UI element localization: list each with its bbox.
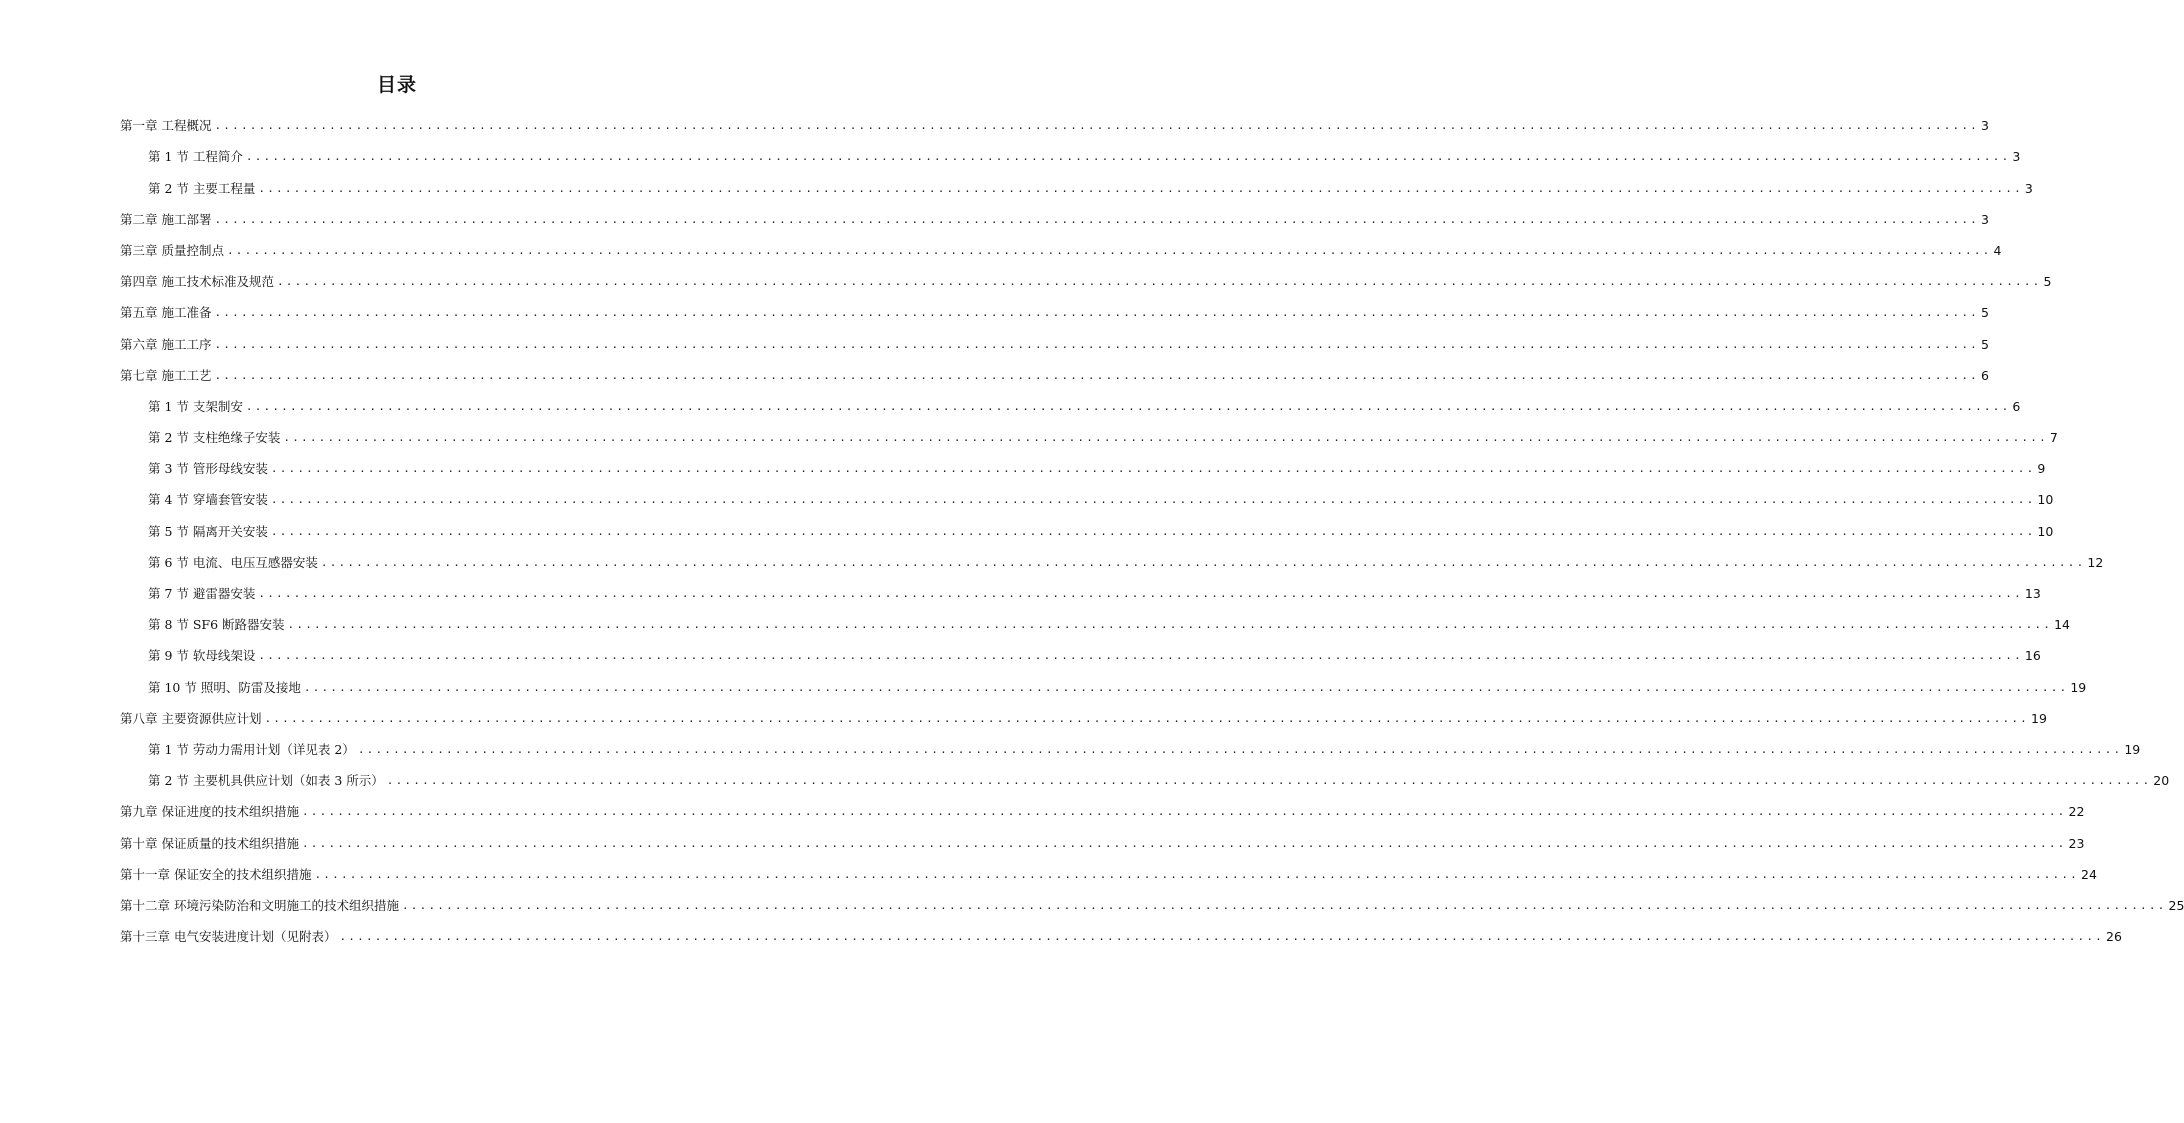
toc-chapter-entry[interactable] xyxy=(120,262,2052,293)
toc-dot-leader: ........................................................................................................................................................................................................ xyxy=(270,462,2036,476)
toc-dot-leader: ........................................................................................................................................................................................................ xyxy=(245,399,2011,413)
toc-page-number: 14 xyxy=(2054,617,2070,633)
toc-section-entry[interactable] xyxy=(120,574,2041,605)
toc-dot-leader: ........................................................................................................................................................................................................ xyxy=(320,555,2086,569)
toc-dot-leader: ........................................................................................................................................................................................................ xyxy=(214,212,1979,226)
toc-dot-leader: ........................................................................................................................................................................................................ xyxy=(314,867,2079,881)
toc-entry-title: 第一章 工程概况 xyxy=(120,118,212,134)
toc-chapter-entry[interactable] xyxy=(120,200,1989,231)
toc-page-number: 9 xyxy=(2037,461,2046,477)
toc-chapter-entry[interactable] xyxy=(120,917,2122,948)
toc-entry-title: 第 2 节 主要机具供应计划（如表 3 所示） xyxy=(148,773,384,789)
toc-dot-leader: ........................................................................................................................................................................................................ xyxy=(339,930,2104,944)
toc-section-entry[interactable] xyxy=(120,480,2054,511)
toc-page-number: 19 xyxy=(2031,710,2047,726)
toc-dot-leader: ........................................................................................................................................................................................................ xyxy=(287,618,2053,632)
toc-dot-leader: ........................................................................................................................................................................................................ xyxy=(276,275,2042,289)
toc-dot-leader: ........................................................................................................................................................................................................ xyxy=(258,181,2023,195)
toc-entry-title: 第 3 节 管形母线安装 xyxy=(148,461,268,477)
toc-chapter-entry[interactable] xyxy=(120,792,2085,823)
toc-chapter-entry[interactable] xyxy=(120,699,2047,730)
toc-page-number: 7 xyxy=(2049,430,2058,446)
toc-dot-leader: ........................................................................................................................................................................................................ xyxy=(357,742,2123,756)
toc-section-entry[interactable] xyxy=(120,543,2104,574)
toc-entry-title: 第八章 主要资源供应计划 xyxy=(120,710,262,726)
toc-dot-leader: ........................................................................................................................................................................................................ xyxy=(301,836,2067,850)
toc-entry-title: 第 6 节 电流、电压互感器安装 xyxy=(148,554,318,570)
toc-page-number: 4 xyxy=(1993,242,2002,258)
toc-section-entry[interactable] xyxy=(120,636,2041,667)
toc-page-number: 16 xyxy=(2024,648,2041,664)
toc-section-entry[interactable] xyxy=(120,667,2087,698)
toc-entry-title: 第五章 施工准备 xyxy=(120,305,212,321)
toc-entry-title: 第 1 节 工程简介 xyxy=(148,149,243,165)
toc-page-number: 22 xyxy=(2068,804,2085,820)
toc-section-entry[interactable] xyxy=(120,605,2070,636)
toc-dot-leader: ........................................................................................................................................................................................................ xyxy=(270,524,2036,538)
toc-entry-title: 第 2 节 主要工程量 xyxy=(148,180,256,196)
toc-section-entry[interactable] xyxy=(120,137,2021,168)
toc-dot-leader: ........................................................................................................................................................................................................ xyxy=(245,150,2011,164)
toc-section-entry[interactable] xyxy=(120,418,2058,449)
toc-page-number: 10 xyxy=(2037,492,2054,508)
toc-chapter-entry[interactable] xyxy=(120,823,2085,854)
toc-page-number: 19 xyxy=(2070,679,2087,695)
toc-page-number: 3 xyxy=(1981,211,1989,227)
toc-page-number: 20 xyxy=(2153,773,2170,789)
toc-entry-title: 第 8 节 SF6 断路器安装 xyxy=(148,617,285,633)
toc-dot-leader: ........................................................................................................................................................................................................ xyxy=(214,306,1979,320)
toc-page-number: 3 xyxy=(2024,180,2033,196)
toc-entry-title: 第十章 保证质量的技术组织措施 xyxy=(120,835,299,851)
toc-dot-leader: ........................................................................................................................................................................................................ xyxy=(214,368,1979,382)
toc-entry-title: 第四章 施工技术标准及规范 xyxy=(120,274,274,290)
toc-dot-leader: ........................................................................................................................................................................................................ xyxy=(264,711,2029,725)
toc-entry-title: 第 1 节 支架制安 xyxy=(148,398,243,414)
toc-section-entry[interactable] xyxy=(120,511,2054,542)
toc-page-number: 24 xyxy=(2081,866,2097,882)
toc-chapter-entry[interactable] xyxy=(120,855,2097,886)
toc-page-number: 3 xyxy=(1981,118,1989,134)
toc-section-entry[interactable] xyxy=(120,387,2021,418)
toc-section-entry[interactable] xyxy=(120,761,2170,792)
toc-entry-title: 第十一章 保证安全的技术组织措施 xyxy=(120,866,312,882)
toc-dot-leader: ........................................................................................................................................................................................................ xyxy=(401,898,2167,912)
toc-dot-leader: ........................................................................................................................................................................................................ xyxy=(386,774,2152,788)
toc-chapter-entry[interactable] xyxy=(120,324,1989,355)
toc-page-number: 5 xyxy=(1981,305,1989,321)
toc-section-entry[interactable] xyxy=(120,449,2046,480)
toc-chapter-entry[interactable] xyxy=(120,106,1989,137)
toc-entry-title: 第七章 施工工艺 xyxy=(120,367,212,383)
toc-chapter-entry[interactable] xyxy=(120,886,2184,917)
toc-entry-title: 第 2 节 支柱绝缘子安装 xyxy=(148,430,281,446)
toc-entry-title: 第 10 节 照明、防雷及接地 xyxy=(148,679,301,695)
toc-entry-title: 第 4 节 穿墙套管安装 xyxy=(148,492,268,508)
toc-page-number: 3 xyxy=(2012,149,2021,165)
toc-dot-leader: ........................................................................................................................................................................................................ xyxy=(303,680,2069,694)
toc-page-number: 23 xyxy=(2068,835,2085,851)
toc-chapter-entry[interactable] xyxy=(120,231,2002,262)
page-title: 目录 xyxy=(376,74,417,96)
toc-entry-title: 第六章 施工工序 xyxy=(120,336,212,352)
toc-page-number: 6 xyxy=(1981,367,1989,383)
toc-page-number: 19 xyxy=(2124,741,2141,757)
toc-page-number: 25 xyxy=(2168,897,2184,913)
toc-page-number: 10 xyxy=(2037,523,2054,539)
toc-entry-title: 第十三章 电气安装进度计划（见附表） xyxy=(120,929,337,945)
toc-section-entry[interactable] xyxy=(120,730,2141,761)
toc-dot-leader: ........................................................................................................................................................................................................ xyxy=(258,649,2023,663)
table-of-contents xyxy=(120,106,2184,948)
toc-page-number: 5 xyxy=(2043,274,2052,290)
toc-page-number: 13 xyxy=(2024,586,2041,601)
toc-page-number: 5 xyxy=(1981,336,1989,352)
toc-dot-leader: ........................................................................................................................................................................................................ xyxy=(258,587,2023,600)
toc-entry-title: 第 1 节 劳动力需用计划（详见表 2） xyxy=(148,741,355,757)
toc-entry-title: 第九章 保证进度的技术组织措施 xyxy=(120,804,299,820)
toc-section-entry[interactable] xyxy=(120,168,2033,199)
toc-entry-title: 第 9 节 软母线架设 xyxy=(148,648,256,664)
toc-page-number: 6 xyxy=(2012,398,2021,414)
toc-entry-title: 第十二章 环境污染防治和文明施工的技术组织措施 xyxy=(120,897,399,913)
toc-dot-leader: ........................................................................................................................................................................................................ xyxy=(301,805,2067,819)
toc-chapter-entry[interactable] xyxy=(120,293,1989,324)
toc-dot-leader: ........................................................................................................................................................................................................ xyxy=(270,493,2036,507)
toc-entry-title: 第二章 施工部署 xyxy=(120,211,212,227)
toc-entry-title: 第三章 质量控制点 xyxy=(120,242,224,258)
toc-entry-title: 第 7 节 避雷器安装 xyxy=(148,586,256,601)
toc-chapter-entry[interactable] xyxy=(120,356,1989,387)
toc-page-number: 26 xyxy=(2106,929,2122,945)
toc-dot-leader: ........................................................................................................................................................................................................ xyxy=(226,243,1992,257)
toc-page-number: 12 xyxy=(2087,554,2104,570)
toc-entry-title: 第 5 节 隔离开关安装 xyxy=(148,523,268,539)
toc-dot-leader: ........................................................................................................................................................................................................ xyxy=(214,337,1979,351)
toc-dot-leader: ........................................................................................................................................................................................................ xyxy=(283,431,2048,445)
toc-dot-leader: ........................................................................................................................................................................................................ xyxy=(214,119,1979,133)
